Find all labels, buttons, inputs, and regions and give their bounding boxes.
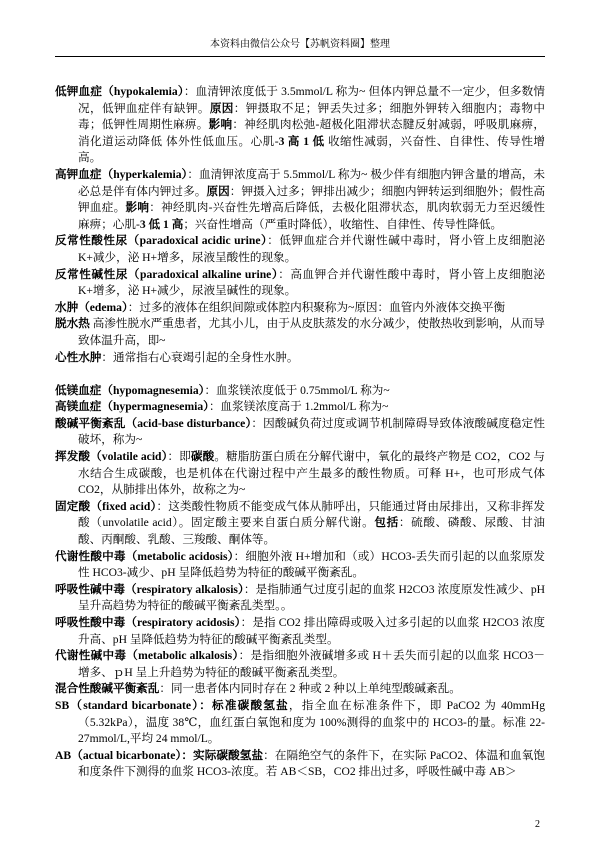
bold-term: 呼吸性碱中毒（respiratory alkalosis） [55, 582, 244, 596]
definition-text: ：因酸碱负荷过度或调节机制障碍导致体液酸碱度稳定性破坏，称为~ [78, 416, 545, 447]
bold-term: 水肿（edema） [55, 300, 128, 314]
definition-text: ：血清钾浓度高于 5.5mmol/L 称为~ 极少伴有细胞内钾含量的增高，未必总是伴有体内钾过多。 [78, 167, 545, 198]
bold-term: 反常性碱性尿（paradoxical alkaline urine） [55, 267, 279, 281]
entry-group [55, 84, 545, 366]
definition-entry [55, 549, 545, 582]
bold-term: 包括 [374, 516, 399, 530]
definition-entry [55, 582, 545, 615]
definition-text: ：细胞外液 H+增加和（或）HCO3-丢失而引起的以血浆原发性 HCO3-减少、pH 呈降低趋势为特征的酸碱平衡紊乱。 [78, 549, 546, 580]
bold-term: 反常性酸性尿（paradoxical acidic urine） [55, 234, 268, 248]
definition-text: ：神经肌肉松弛-超极化阻滞状态腱反射减弱，呼吸肌麻痹，消化道运动降低 体外性低血压。心肌- [78, 118, 545, 148]
page-number: 2 [535, 819, 540, 830]
definition-text: ：血清钾浓度低于 3.5mmol/L 称为~ 但体内钾总量不一定少，但多数情况，低钾血症伴有缺钾。 [78, 85, 545, 115]
bold-term: 低钾血症（hypokalemia） [55, 85, 184, 98]
definition-text: ，指全血在标准条件下，即 PaCO2 为 40mmHg（5.32kPa），温度 38℃，血红蛋白氧饱和度为 100%测得的血浆中的 HCO3-的量。标准 22-27mmol/L,平均 24 mmol/L。 [78, 698, 545, 746]
bold-term: 碳酸 [190, 450, 215, 464]
definition-text: ：硫酸、磷酸、尿酸、甘油酸、丙酮酸、乳酸、三羧酸、酮体等。 [78, 516, 545, 547]
definition-text: ：同一患者体内同时存在 2 种或 2 种以上单纯型酸碱紊乱。 [159, 682, 461, 696]
bold-term: 混合性酸碱平衡紊乱 [55, 682, 160, 696]
bold-term: 高钾血症（hyperkalemia） [55, 167, 188, 181]
bold-term: 代谢性酸中毒（metabolic acidosis） [55, 549, 234, 563]
definition-text: ：血浆镁浓度高于 1.2mmol/L 称为~ [208, 400, 389, 414]
definition-text: ：血浆镁浓度低于 0.75mmol/L 称为~ [204, 383, 390, 397]
definition-text: ：通常指右心衰竭引起的全身性水肿。 [101, 350, 299, 364]
bold-term: 脱水热 [55, 317, 90, 331]
definition-entry [55, 350, 545, 367]
definition-text: ：是指肺通气过度引起的血浆 H2CO3 浓度原发性减少、pH 呈升高趋势为特征的酸碱平衡紊乱类型。。 [78, 582, 546, 613]
bold-term: AB（actual bicarbonate）：实际碳酸氢盐 [55, 748, 264, 762]
bold-term: 低镁血症（hypomagnesemia） [55, 383, 205, 397]
definition-entry [55, 681, 545, 698]
definition-text: ：神经肌肉-兴奋性先增高后降低，去极化阻滞状态，肌肉软弱无力至迟缓性麻痹；心肌- [78, 201, 545, 231]
bold-term: 高镁血症（hypermagnesemia） [55, 400, 209, 414]
definition-text: 。糖脂肪蛋白质在分解代谢中，氧化的最终产物是 CO2，CO2 与水结合生成碳酸，也是机体在代谢过程中产生最多的酸性物质。可释 H+，也可形成气体 CO2，从肺排出体外，故称之为~ [78, 450, 545, 497]
definition-entry [55, 267, 545, 300]
definition-text: ：这类酸性物质不能变成气体从肺呼出，只能通过肾由尿排出，又称非挥发酸（unvolatile acid）。固定酸主要来自蛋白质分解代谢。 [78, 499, 545, 530]
bold-term: 酸碱平衡紊乱（acid-base disturbance） [55, 416, 252, 430]
bold-term: SB（standard bicarbonate）：标准碳酸氢盐 [55, 698, 289, 712]
definition-entry [55, 748, 545, 781]
bold-term: 3 高 1 低 [278, 134, 325, 148]
definition-text: ：在隔绝空气的条件下，在实际 PaCO2、体温和血氧饱和度条件下测得的血浆 HCO3-浓度。若 AB＜SB，CO2 排出过多，呼吸性碱中毒 AB＞ [78, 748, 545, 779]
bold-term: 影响 [208, 118, 233, 132]
bold-term: 3 低 1 高 [139, 217, 184, 231]
definition-text: ：钾摄取不足；钾丢失过多；细胞外钾转入细胞内；毒物中毒；低钾性周期性麻痹。 [78, 101, 545, 132]
definition-entry [55, 167, 545, 233]
definition-text: ；兴奋性增高（严重时降低），收缩性、自律性、传导性降低。 [183, 217, 503, 231]
bold-term: 固定酸（fixed acid） [55, 499, 157, 513]
definition-text: ：即 [167, 450, 191, 464]
definition-text: ：低钾血症合并代谢性碱中毒时，肾小管上皮细胞泌 K+减少，泌 H+增多，尿液呈酸性的现象。 [78, 234, 545, 264]
definition-entry [55, 233, 545, 266]
definition-entry [55, 648, 545, 681]
bold-term: 心性水肿 [55, 350, 102, 364]
definition-text: ：是指细胞外液碱增多或 H＋丢失而引起的以血浆 HCO3－增多、ｐH 呈上升趋势为特征的酸碱平衡紊乱类型。 [78, 649, 545, 679]
bold-term: 挥发酸（volatile acid） [55, 450, 168, 464]
definition-entry [55, 416, 545, 449]
definition-entry [55, 698, 545, 748]
definition-entry [55, 300, 545, 317]
definition-text: ：是指 CO2 排出障碍或吸入过多引起的以血浆 H2CO3 浓度升高、pH 呈降低趋势为特征的酸碱平衡紊乱类型。 [78, 616, 545, 646]
bold-term: 影响 [125, 201, 150, 215]
bold-term: 代谢性碱中毒（metabolic alkalosis） [55, 649, 239, 663]
definition-entry [55, 449, 545, 499]
definition-text: 高渗性脱水严重患者，尤其小儿，由于从皮肤蒸发的水分减少，使散热收到影响，从而导致体温升高，即~ [78, 317, 545, 347]
bold-term: 呼吸性酸中毒（respiratory acidosis） [55, 616, 241, 629]
page-content [55, 84, 545, 781]
definition-entry [55, 499, 545, 549]
entry-group [55, 383, 545, 781]
bold-term: 原因 [209, 101, 234, 115]
definition-text: 收缩性减弱，兴奋性、自律性、传导性增高。 [78, 134, 545, 165]
page-header: 本资料由微信公众号【苏帆资料圈】整理 [55, 38, 545, 57]
bold-term: 原因 [206, 184, 230, 198]
definition-entry [55, 383, 545, 400]
definition-text: ：高血钾合并代谢性酸中毒时，肾小管上皮细胞泌 K+增多，泌 H+减少，尿液呈碱性的现象。 [78, 267, 545, 298]
definition-text: ：钾摄入过多；钾排出减少；细胞内钾转运到细胞外；假性高钾血症。 [78, 184, 545, 215]
definition-entry [55, 399, 545, 416]
definition-entry [55, 615, 545, 648]
definition-entry [55, 316, 545, 349]
definition-entry [55, 84, 545, 167]
definition-text: ：过多的液体在组织间隙或体腔内积聚称为~原因：血管内外液体交换平衡 [127, 300, 506, 314]
